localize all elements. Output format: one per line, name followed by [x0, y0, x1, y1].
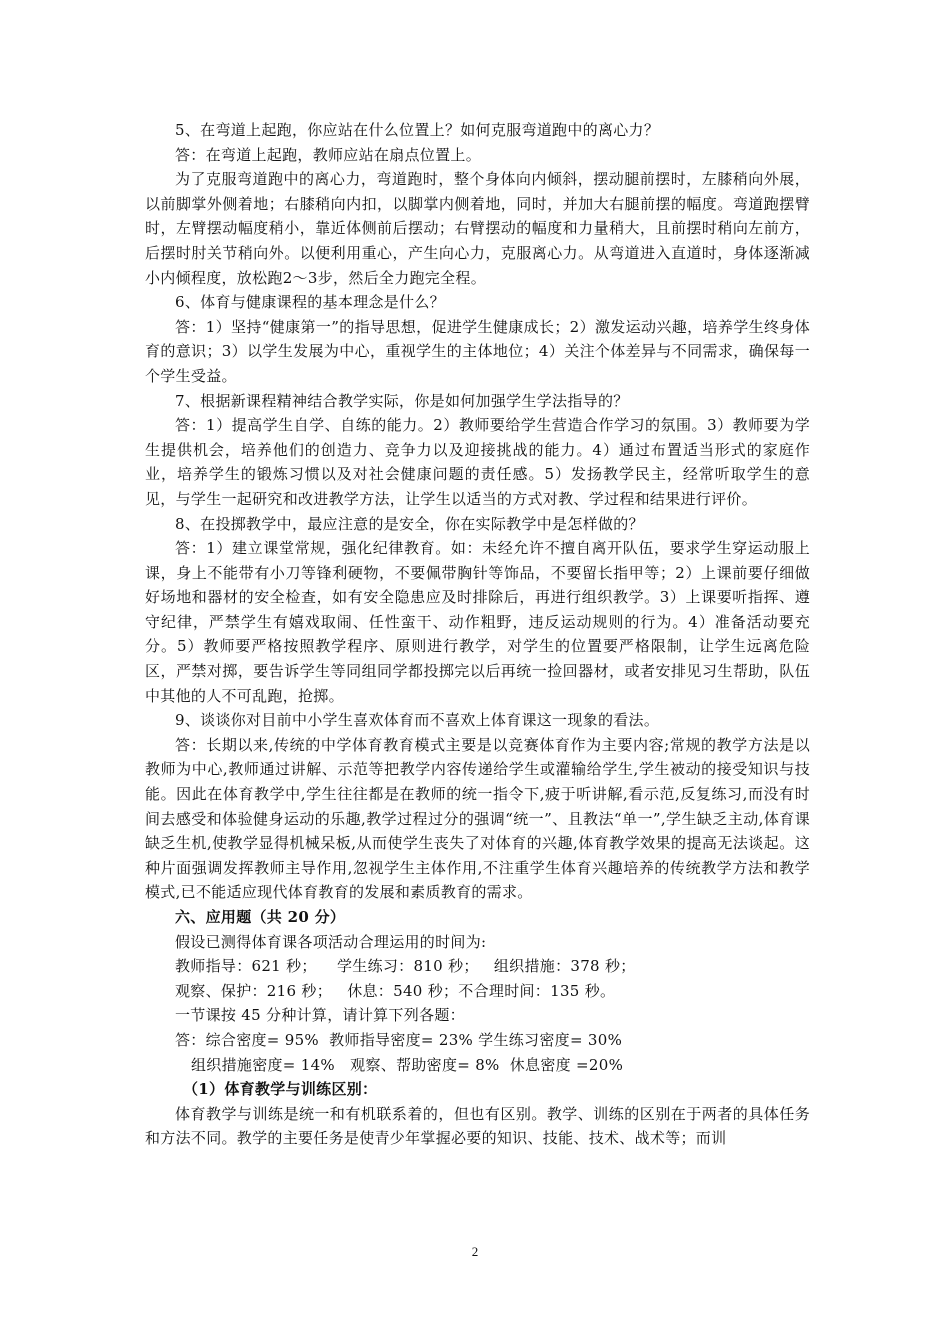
teaching-vs-training-text: 体育教学与训练是统一和有机联系着的，但也有区别。教学、训练的区别在于两者的具体任务和方法不同。教学的主要任务是使青少年掌握必要的知识、技能、技术、战术等；而训 [145, 1104, 810, 1148]
page-body [145, 118, 810, 1151]
time-data-line-1: 教师指导：621 秒； 学生练习：810 秒； 组织措施：378 秒； [175, 957, 636, 976]
time-data-line-2: 观察、保护：216 秒； 休息：540 秒；不合理时间：135 秒。 [175, 981, 616, 1000]
question-9: 9、谈谈你对目前中小学生喜欢体育而不喜欢上体育课这一现象的看法。 [175, 711, 660, 730]
answer-8: 答：1）建立课堂常规，强化纪律教育。如：未经允许不擅自离开队伍，要求学生穿运动服上课，身上不能带有小刀等锋利硬物，不要佩带胸针等饰品，不要留长指甲等；2）上课前要仔细做好场地和器材的安全检查，如有安全隐患应及时排除后，再进行组织教学。3）上课要听指挥、遵守纪律，严禁学生有嬉戏取闹、任性蛮干、动作粗野，违反运动规则的行为。4）准备活动要充分。5）教师要严格按照教学程序、原则进行教学，对学生的位置要严格限制，让学生远离危险区，严禁对掷，要告诉学生等同组同学都投掷完以后再统一捡回器材，或者安排见习生帮助，队伍中其他的人不可乱跑，抢掷。 [145, 539, 810, 705]
density-answer-line-1: 答：综合密度= 95% 教师指导密度= 23% 学生练习密度= 30% [175, 1030, 623, 1049]
answer-6: 答：1）坚持“健康第一”的指导思想，促进学生健康成长；2）激发运动兴趣，培养学生终身体育的意识；3）以学生发展为中心，重视学生的主体地位；4）关注个体差异与不同需求，确保每一个学生受益。 [145, 317, 810, 385]
subheading-teaching-vs-training: （1）体育教学与训练区别： [183, 1080, 378, 1099]
problem-instruction: 一节课按 45 分种计算，请计算下列各题： [175, 1006, 465, 1025]
answer-5-detail: 为了克服弯道跑中的离心力，弯道跑时，整个身体向内倾斜，摆动腿前摆时，左膝稍向外展，以前脚掌外侧着地；右膝稍向内扣，以脚掌内侧着地，同时，并加大右腿前摆的幅度。弯道跑摆臂时，左臂摆动幅度稍小，靠近体侧前后摆动；右臂摆动的幅度和力量稍大，且前摆时稍向左前方，后摆时肘关节稍向外。以便利用重心，产生向心力，克服离心力。从弯道进入直道时，身体逐渐减小内倾程度，放松跑2～3步，然后全力跑完全程。 [145, 170, 810, 287]
answer-7: 答：1）提高学生自学、自练的能力。2）教师要给学生营造合作学习的氛围。3）教师要为学生提供机会，培养他们的创造力、竞争力以及迎接挑战的能力。4）通过布置适当形式的家庭作业，培养学生的锻炼习惯以及对社会健康问题的责任感。5）发扬教学民主，经常听取学生的意见，与学生一起研究和改进教学方法，让学生以适当的方式对教、学过程和结果进行评价。 [145, 416, 810, 508]
question-6: 6、体育与健康课程的基本理念是什么？ [175, 293, 445, 312]
problem-intro: 假设已测得体育课各项活动合理运用的时间为: [175, 932, 487, 951]
page-number: 2 [471, 1244, 479, 1259]
answer-9: 答：长期以来,传统的中学体育教育模式主要是以竞赛体育作为主要内容;常规的教学方法是以教师为中心,教师通过讲解、示范等把教学内容传递给学生或灌输给学生,学生被动的接受知识与技能。因此在体育教学中,学生往往都是在教师的统一指令下,疲于听讲解,看示范,反复练习,而没有时间去感受和体验健身运动的乐趣,教学过程过分的强调“统一”、且教法“单一”,学生缺乏主动,体育课缺乏生机,使教学显得机械呆板,从而使学生丧失了对体育的兴趣,体育教学效果的提高无法谈起。这种片面强调发挥教师主导作用,忽视学生主体作用,不注重学生体育兴趣培养的传统教学方法和教学模式,已不能适应现代体育教育的发展和素质教育的需求。 [145, 735, 810, 902]
answer-5: 答：在弯道上起跑，教师应站在扇点位置上。 [175, 145, 482, 164]
question-7: 7、根据新课程精神结合教学实际，你是如何加强学生学法指导的？ [175, 391, 629, 410]
question-5: 5、在弯道上起跑，你应站在什么位置上？如何克服弯道跑中的离心力？ [175, 121, 660, 139]
density-answer-line-2: 组织措施密度= 14% 观察、帮助密度= 8% 休息密度 =20% [191, 1055, 624, 1074]
question-8: 8、在投掷教学中，最应注意的是安全，你在实际教学中是怎样做的？ [175, 514, 644, 533]
section-heading-application: 六、应用题（共 20 分） [175, 908, 346, 926]
